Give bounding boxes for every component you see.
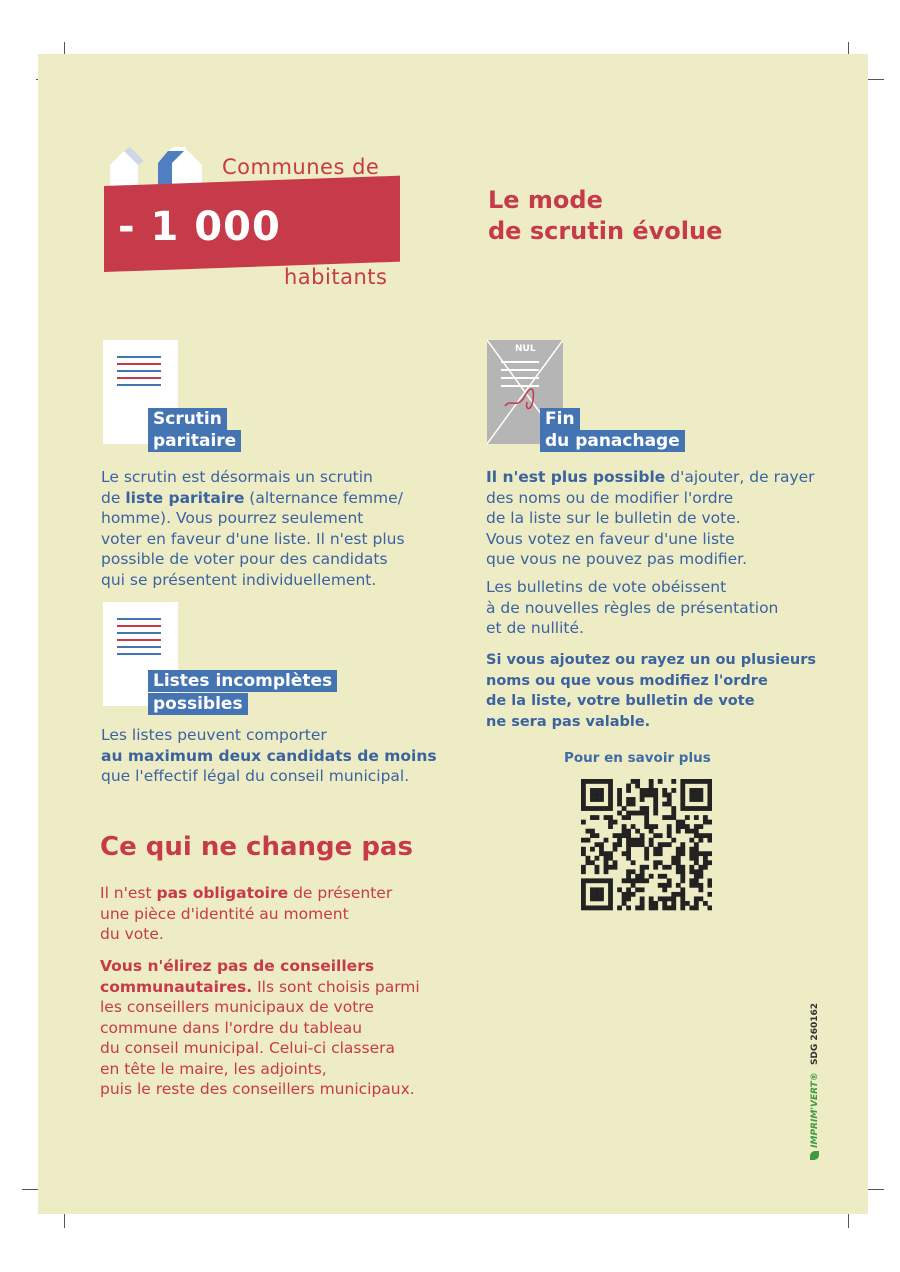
big-number: - 1 000 <box>118 204 281 250</box>
unchanged-paragraph-1: Il n'est pas obligatoire de présenter une pièce d'identité au moment du vote. <box>100 884 393 943</box>
listes-tag-line1: Listes incomplètes <box>148 670 337 692</box>
fin-tag-line1: Fin <box>540 408 580 430</box>
footer-imprint: IMPRIM'VERT® SDG 260162 <box>810 1003 820 1160</box>
unchanged-title: Ce qui ne change pas <box>100 832 413 862</box>
communes-label: Communes de <box>222 155 380 179</box>
scrutin-tag-line2: paritaire <box>148 430 241 452</box>
ballot-icon: NUL <box>487 340 563 444</box>
fin-tag-line2: du panachage <box>540 430 685 452</box>
listes-tag-line2: possibles <box>148 693 248 715</box>
habitants-label: habitants <box>284 265 388 289</box>
mode-title: Le mode de scrutin évolue <box>488 186 723 245</box>
unchanged-paragraph-2: Vous n'élirez pas de conseillers communautaires. Ils sont choisis parmi les conseillers municipaux de votre commune dans l'ordre du tableau du conseil municipal. Celui-ci classera en tête le maire, les adjoints, puis le reste des conseillers municipaux. <box>100 957 420 1098</box>
qr-code[interactable] <box>581 779 712 911</box>
fin-paragraph-1: Il n'est plus possible d'ajouter, de rayer des noms ou de modifier l'ordre de la liste sur le bulletin de vote. Vous votez en faveur d'une liste que vous ne pouvez pas modifier. <box>486 468 815 568</box>
scrutin-paragraph: Le scrutin est désormais un scrutin de liste paritaire (alternance femme/ homme). Vous pourrez seulement voter en faveur d'une liste. Il n'est plus possible de voter pour des candidats qui se présentent individuellement. <box>101 468 405 589</box>
fin-warning: Si vous ajoutez ou rayez un ou plusieurs noms ou que vous modifiez l'ordre de la liste, votre bulletin de vote ne sera pas valable. <box>486 652 817 730</box>
more-info-label: Pour en savoir plus <box>564 750 711 766</box>
listes-paragraph: Les listes peuvent comporter au maximum deux candidats de moins que l'effectif légal du conseil municipal. <box>101 726 437 785</box>
fin-paragraph-2: Les bulletins de vote obéissent à de nouvelles règles de présentation et de nullité. <box>486 578 779 637</box>
scrutin-tag-line1: Scrutin <box>148 408 227 430</box>
leaf-icon <box>810 1151 819 1160</box>
